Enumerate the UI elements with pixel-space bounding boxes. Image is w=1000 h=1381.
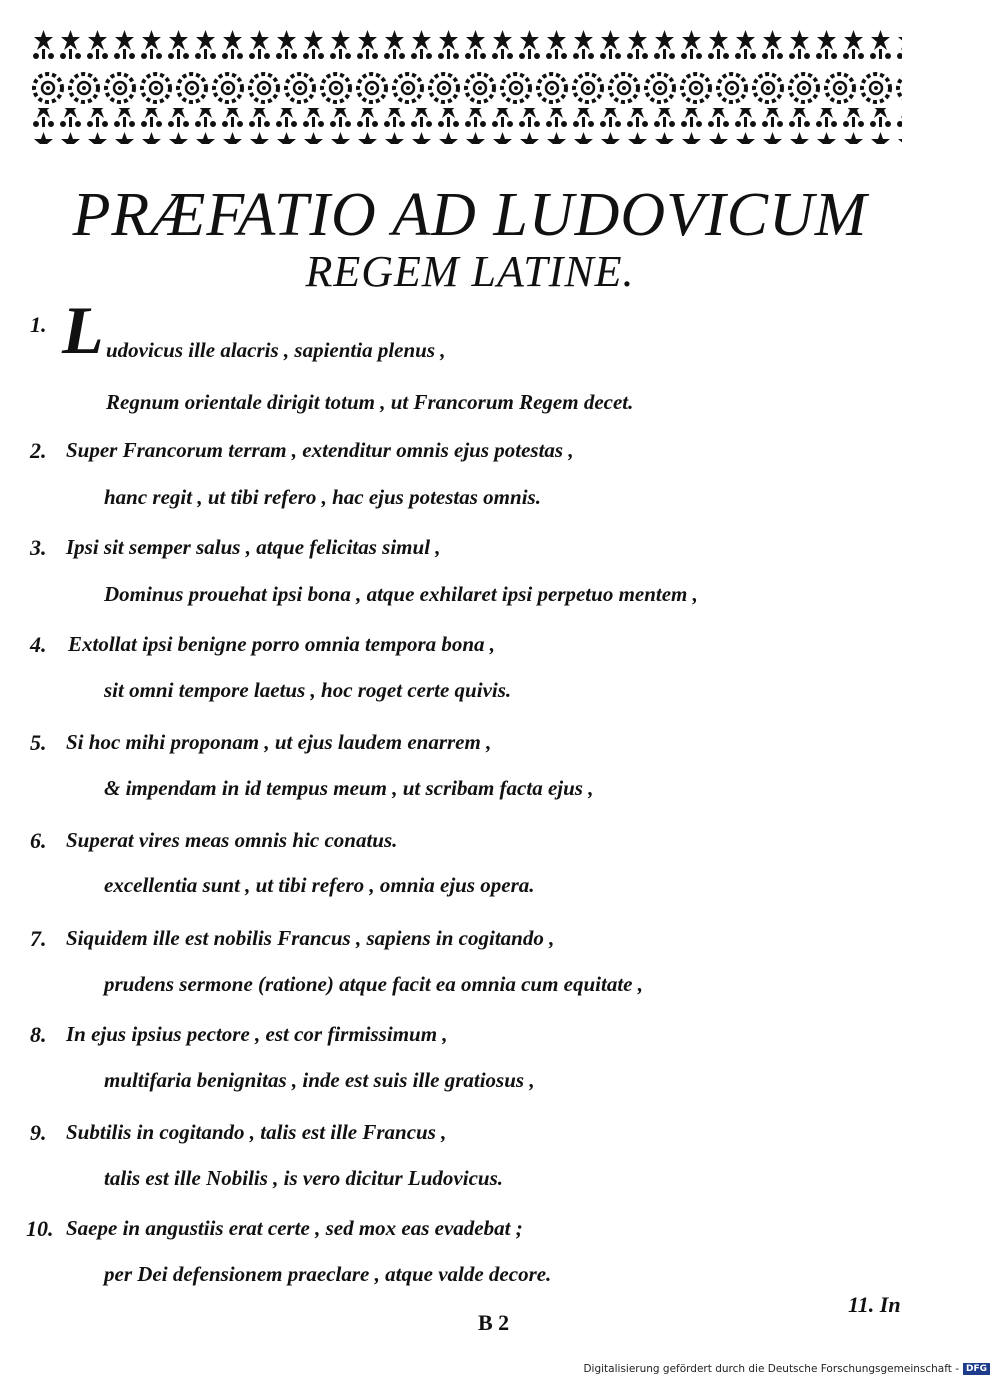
verse-line: Super Francorum terram , extenditur omnis ejus potestas , [66, 438, 574, 462]
verse-line: per Dei defensionem praeclare , atque valde decore. [104, 1262, 552, 1286]
verse-line: Siquidem ille est nobilis Francus , sapiens in cogitando , [66, 926, 555, 950]
verse-line: prudens sermone (ratione) atque facit ea omnia cum equitate , [104, 972, 643, 996]
verse-line: Superat vires meas omnis hic conatus. [66, 828, 398, 852]
verse-number: 9. [30, 1120, 47, 1145]
verse-number: 2. [30, 438, 47, 463]
verse-number: 10. [26, 1216, 54, 1241]
verse-number: 3. [30, 535, 47, 560]
verse-line: & impendam in id tempus meum , ut scribam facta ejus , [104, 776, 594, 800]
page-subtitle: REGEM LATINE. [305, 247, 635, 296]
verse-line: Saepe in angustiis erat certe , sed mox eas evadebat ; [66, 1216, 523, 1240]
catchword: 11. In [848, 1292, 901, 1317]
signature-mark: B 2 [478, 1310, 510, 1335]
verse-line: talis est ille Nobilis , is vero dicitur Ludovicus. [104, 1166, 503, 1190]
verse-line: In ejus ipsius pectore , est cor firmissimum , [66, 1022, 448, 1046]
verse-line: Ipsi sit semper salus , atque felicitas simul , [66, 535, 441, 559]
verse-number: 8. [30, 1022, 47, 1047]
verse-line: Regnum orientale dirigit totum , ut Francorum Regem decet. [106, 390, 634, 414]
digitization-footer [583, 1363, 990, 1375]
verse-line: hanc regit , ut tibi refero , hac ejus potestas omnis. [104, 485, 541, 509]
verse-number: 6. [30, 828, 47, 853]
verse-line: Subtilis in cogitando , talis est ille Francus , [66, 1120, 447, 1144]
dfg-logo: DFG [963, 1363, 990, 1375]
verse-line: Extollat ipsi benigne porro omnia tempora bona , [68, 632, 496, 656]
verse-number: 7. [30, 926, 47, 951]
verse-number: 1. [30, 312, 47, 337]
verse-line: Dominus prouehat ipsi bona , atque exhilaret ipsi perpetuo mentem , [104, 582, 698, 606]
verse-number: 4. [30, 632, 47, 657]
page-title: PRÆFATIO AD LUDOVICUM [72, 181, 868, 249]
verse-line: excellentia sunt , ut tibi refero , omnia ejus opera. [104, 873, 535, 897]
verse-line: multifaria benignitas , inde est suis ille gratiosus , [104, 1068, 535, 1092]
verse-line: sit omni tempore laetus , hoc roget certe quivis. [104, 678, 512, 702]
verse-line: udovicus ille alacris , sapientia plenus , [106, 338, 446, 362]
footer-text: Digitalisierung gefördert durch die Deutsche Forschungsgemeinschaft - [583, 1363, 959, 1375]
verse-number: 5. [30, 730, 47, 755]
drop-cap: L [62, 292, 104, 368]
verse-line: Si hoc mihi proponam , ut ejus laudem enarrem , [66, 730, 492, 754]
ornamental-header-band [30, 28, 902, 146]
